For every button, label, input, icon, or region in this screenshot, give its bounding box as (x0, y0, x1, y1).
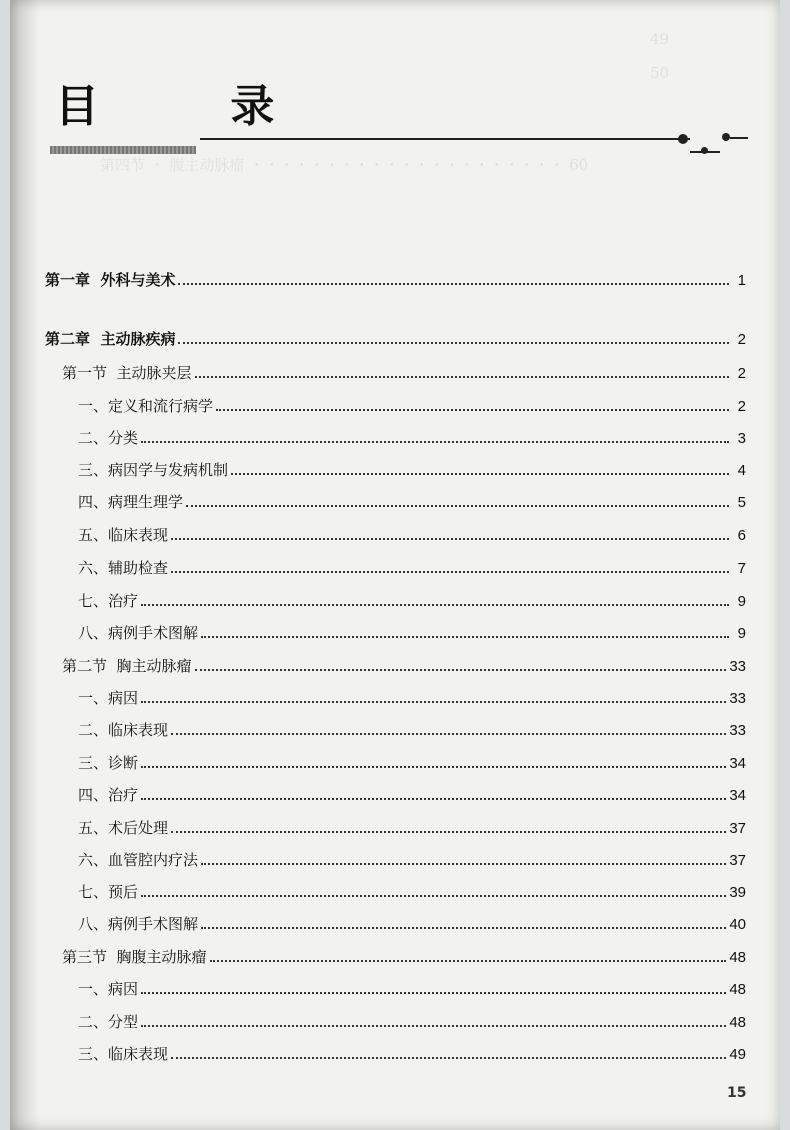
dot-leader (171, 1057, 726, 1059)
bleed-through-text: 第四节 ・ 腹主动脉瘤 ・・・・・・・・・・・・・・・・・・・・・ 60 (100, 156, 589, 174)
dot-leader (201, 927, 726, 929)
toc-entry-label: 第一节 主动脉夹层 (62, 364, 192, 382)
toc-entry-item (78, 459, 746, 480)
toc-entry-chapter (45, 328, 746, 349)
toc-entry-page: 9 (737, 625, 746, 642)
toc-entry-item (78, 752, 746, 773)
dot-leader (141, 604, 729, 606)
dot-leader (201, 636, 729, 638)
ornament-dot (678, 134, 688, 144)
bleed-through-text: 50 (650, 64, 670, 82)
toc-entry-item (78, 849, 746, 870)
dot-leader (201, 863, 726, 865)
toc-entry-label: 二、分类 (78, 429, 139, 447)
title-underline-bar (50, 146, 196, 154)
toc-entry-item (78, 395, 746, 416)
toc-entry-item (78, 622, 746, 643)
toc-entry-page: 48 (729, 981, 746, 998)
toc-entry-item (78, 687, 746, 708)
toc-entry-item (78, 1011, 746, 1032)
bleed-through-text: 49 (650, 30, 670, 48)
dot-leader (216, 409, 729, 411)
toc-entry-label: 二、分型 (78, 1013, 139, 1031)
toc-entry-page: 37 (729, 852, 746, 869)
toc-entry-label: 八、病例手术图解 (78, 915, 199, 933)
toc-entry-item (78, 978, 746, 999)
toc-entry-page: 2 (737, 398, 746, 415)
toc-entry-label: 八、病例手术图解 (78, 624, 199, 642)
toc-entry-page: 40 (729, 916, 746, 933)
page-title: 目 录 (55, 81, 333, 132)
toc-entry-label: 三、临床表现 (78, 1045, 169, 1063)
dot-leader (141, 701, 726, 703)
title-rule (200, 138, 690, 140)
toc-entry-page: 3 (737, 430, 746, 447)
toc-entry-label: 一、定义和流行病学 (78, 397, 214, 415)
toc-entry-label: 七、预后 (78, 883, 139, 901)
toc-entry-page: 34 (729, 755, 746, 772)
toc-entry-page: 37 (729, 820, 746, 837)
toc-entry-label: 第三节 胸腹主动脉瘤 (62, 948, 207, 966)
toc-entry-label: 第一章 外科与美术 (45, 271, 176, 289)
toc-entry-page: 2 (737, 365, 746, 382)
toc-entry-item (78, 913, 746, 934)
ornament-line (690, 151, 720, 153)
dot-leader (231, 473, 729, 475)
toc-entry-page: 33 (729, 722, 746, 739)
toc-entry-page: 34 (729, 787, 746, 804)
dot-leader (171, 831, 726, 833)
toc-entry-label: 一、病因 (78, 689, 139, 707)
toc-entry-page: 7 (737, 560, 746, 577)
toc-entry-item (78, 524, 746, 545)
toc-entry-page: 9 (737, 593, 746, 610)
toc-page (10, 0, 780, 1130)
dot-leader (141, 895, 726, 897)
dot-leader (178, 342, 729, 344)
page-number: 15 (727, 1085, 747, 1101)
toc-entry-section (62, 655, 746, 676)
dot-leader (195, 376, 729, 378)
dot-leader (186, 505, 729, 507)
dot-leader (171, 538, 729, 540)
toc-entry-label: 第二节 胸主动脉瘤 (62, 657, 192, 675)
toc-entry-label: 三、病因学与发病机制 (78, 461, 229, 479)
toc-entry-label: 四、治疗 (78, 786, 139, 804)
toc-entry-item (78, 427, 746, 448)
toc-entry-page: 39 (729, 884, 746, 901)
toc-entry-page: 5 (737, 494, 746, 511)
toc-entry-label: 五、临床表现 (78, 526, 169, 544)
toc-entry-page: 48 (729, 1014, 746, 1031)
toc-entry-item (78, 590, 746, 611)
toc-entry-page: 2 (737, 331, 746, 348)
toc-entry-item (78, 491, 746, 512)
dot-leader (141, 798, 726, 800)
toc-entry-item (78, 817, 746, 838)
toc-entry-label: 六、辅助检查 (78, 559, 169, 577)
dot-leader (141, 992, 726, 994)
toc-entry-page: 49 (729, 1046, 746, 1063)
toc-entry-page: 1 (737, 272, 746, 289)
toc-entry-item (78, 881, 746, 902)
toc-entry-page: 48 (729, 949, 746, 966)
dot-leader (141, 1025, 726, 1027)
toc-entry-page: 6 (737, 527, 746, 544)
ornament-line (730, 137, 748, 139)
ornament-dot (722, 133, 730, 141)
toc-entry-label: 二、临床表现 (78, 721, 169, 739)
dot-leader (210, 960, 727, 962)
toc-entry-page: 33 (729, 690, 746, 707)
toc-entry-label: 五、术后处理 (78, 819, 169, 837)
toc-entry-label: 四、病理生理学 (78, 493, 184, 511)
toc-entry-page: 4 (737, 462, 746, 479)
dot-leader (171, 733, 726, 735)
toc-entry-section (62, 946, 746, 967)
toc-entry-item (78, 557, 746, 578)
toc-entry-item (78, 1043, 746, 1064)
toc-entry-item (78, 719, 746, 740)
toc-entry-section (62, 362, 746, 383)
dot-leader (171, 571, 729, 573)
toc-entry-chapter (45, 269, 746, 290)
toc-entry-label: 三、诊断 (78, 754, 139, 772)
toc-entry-label: 第二章 主动脉疾病 (45, 330, 176, 348)
toc-entry-label: 一、病因 (78, 980, 139, 998)
binding-shadow (10, 0, 40, 1130)
toc-entry-page: 33 (729, 658, 746, 675)
dot-leader (141, 441, 729, 443)
dot-leader (195, 669, 727, 671)
dot-leader (178, 283, 729, 285)
toc-entry-label: 六、血管腔内疗法 (78, 851, 199, 869)
toc-entry-item (78, 784, 746, 805)
toc-entry-label: 七、治疗 (78, 592, 139, 610)
dot-leader (141, 766, 726, 768)
